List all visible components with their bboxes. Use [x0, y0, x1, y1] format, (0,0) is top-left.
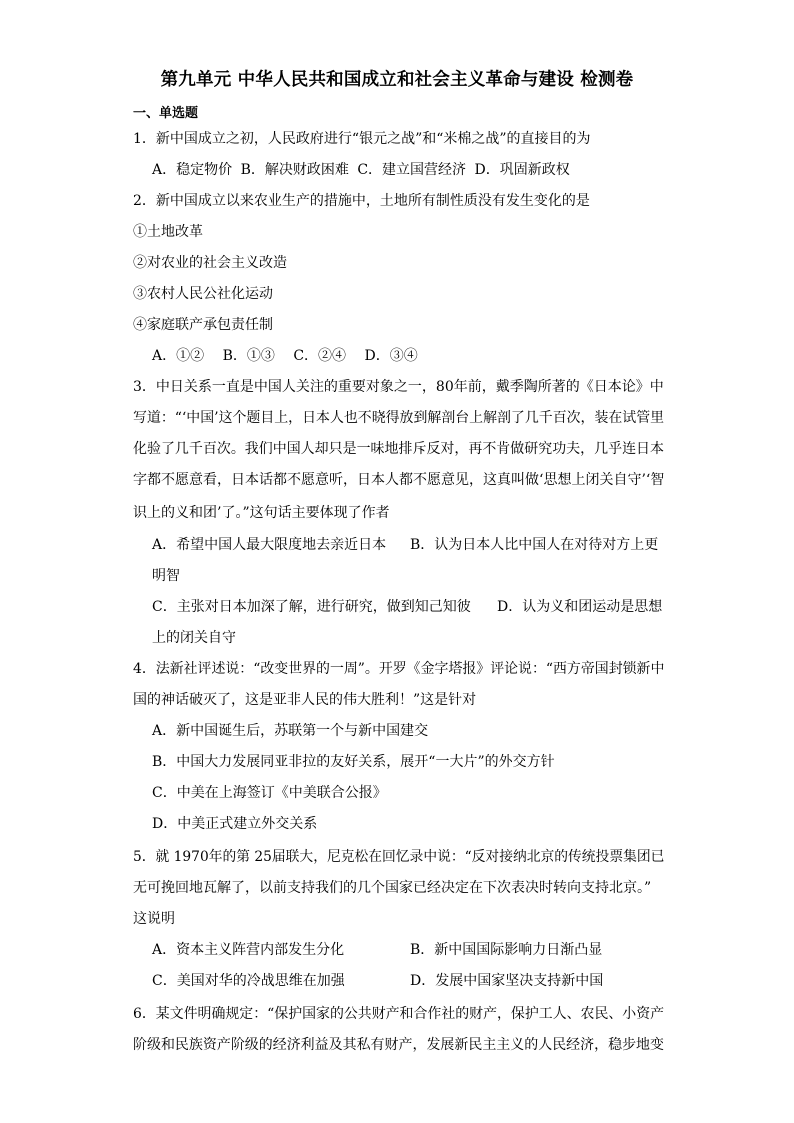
- question-1-option-a: A．稳定物价: [152, 162, 233, 178]
- question-4-option-c: C．中美在上海签订《中美联合公报》: [152, 785, 387, 801]
- question-4-option-a: A．新中国诞生后，苏联第一个与新中国建交: [152, 723, 429, 739]
- question-2-options: [152, 346, 418, 366]
- question-4-stem-line: 4．法新社评述说：“改变世界的一周”。开罗《金字塔报》评论说：“西方帝国封锁新中: [133, 661, 665, 677]
- question-3-stem-line: 字都不愿意看，日本话都不愿意听，日本人都不愿意见，这真叫做‘思想上闭关自守’‘智: [133, 472, 665, 488]
- question-2-item: ②对农业的社会主义改造: [133, 255, 287, 271]
- question-3-stem-line: 化验了几千百次。我们中国人却只是一味地排斥反对，再不肯做研究功夫，几乎连日本: [133, 441, 664, 457]
- question-3-stem-line: 写道：“‘中国’这个题目上，日本人也不晓得放到解剖台上解剖了几千百次，装在试管里: [133, 410, 665, 426]
- page-title: 第九单元 中华人民共和国成立和社会主义革命与建设 检测卷: [160, 70, 634, 90]
- question-5-option-b: B．新中国国际影响力日渐凸显: [410, 942, 603, 958]
- question-1-option-b: B．解决财政困难: [240, 162, 349, 178]
- question-4-option-b: B．中国大力发展同亚非拉的友好关系，展开“一大片”的外交方针: [152, 754, 555, 770]
- question-5-stem-line: 5．就 1970年的第 25届联大，尼克松在回忆录中说：“反对接纳北京的传统投票集团已: [133, 849, 665, 865]
- question-5-stem-line: 无可挽回地瓦解了，以前支持我们的几个国家已经决定在下次表决时转向支持北京。”: [133, 880, 652, 896]
- question-5-option-c: C．美国对华的冷战思维在加强: [152, 973, 345, 989]
- question-1-stem: 1．新中国成立之初，人民政府进行“银元之战”和“米棉之战”的直接目的为: [133, 131, 591, 147]
- question-5-option-a: A．资本主义阵营内部发生分化: [152, 942, 345, 958]
- question-3-stem-line: 识上的义和团’了。”这句话主要体现了作者: [133, 505, 390, 521]
- question-2-stem: 2．新中国成立以来农业生产的措施中，土地所有制性质没有发生变化的是: [133, 193, 590, 209]
- question-2-option-a: A．①②: [152, 348, 205, 364]
- question-3-option-c: C．主张对日本加深了解，进行研究，做到知己知彼: [152, 599, 471, 615]
- question-2-option-c: C．②④: [293, 348, 347, 364]
- question-3-stem-line: 3．中日关系一直是中国人关注的重要对象之一，80年前，戴季陶所著的《日本论》中: [133, 379, 664, 395]
- question-3-option-a: A．希望中国人最大限度地去亲近日本: [152, 537, 387, 553]
- question-3-option-b-cont: 明智: [152, 568, 180, 584]
- question-2-option-d: D．③④: [364, 348, 418, 364]
- question-6-stem-line: 阶级和民族资产阶级的经济利益及其私有财产，发展新民主主义的人民经济，稳步地变: [133, 1037, 664, 1053]
- question-2-item: ③农村人民公社化运动: [133, 286, 273, 302]
- question-2-option-b: B．①③: [222, 348, 275, 364]
- question-1-options: [152, 160, 570, 180]
- question-3-option-d: D．认为义和团运动是思想: [497, 599, 663, 615]
- question-6-stem-line: 6．某文件明确规定：“保护国家的公共财产和合作社的财产，保护工人、农民、小资产: [133, 1006, 665, 1022]
- question-2-item: ①土地改革: [133, 224, 203, 240]
- question-3-option-d-cont: 上的闭关自守: [152, 630, 236, 646]
- question-3-option-b: B．认为日本人比中国人在对待对方上更: [410, 537, 659, 553]
- question-5-stem-line: 这说明: [133, 911, 175, 927]
- question-4-stem-line: 国的神话破灭了，这是亚非人民的伟大胜利！”这是针对: [133, 692, 477, 708]
- question-1-option-c: C．建立国营经济: [357, 162, 467, 178]
- question-1-option-d: D．巩固新政权: [474, 162, 570, 178]
- section-heading: 一、单选题: [133, 106, 199, 121]
- question-4-option-d: D．中美正式建立外交关系: [152, 816, 318, 832]
- question-2-item: ④家庭联产承包责任制: [133, 317, 273, 333]
- question-5-option-d: D．发展中国家坚决支持新中国: [410, 973, 604, 989]
